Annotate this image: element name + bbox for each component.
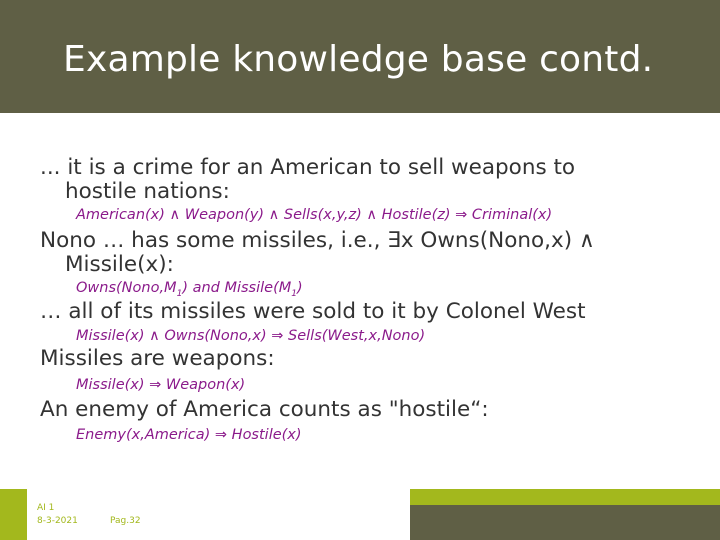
text-line-crime: ... it is a crime for an American to sell weapons to <box>40 155 576 180</box>
text-line-nono-missiles: Nono … has some missiles, i.e., ∃x Owns(Nono,x) ∧ <box>40 228 595 253</box>
formula-criminal: American(x) ∧ Weapon(y) ∧ Sells(x,y,z) ∧ Hostile(z) ⇒ Criminal(x) <box>76 207 553 223</box>
title-bar <box>0 0 720 113</box>
footer-accent-bar <box>410 489 720 505</box>
text-line-colonel-west: … all of its missiles were sold to it by Colonel West <box>40 299 586 324</box>
footer-accent-block <box>0 489 27 540</box>
footer-course: AI 1 <box>37 503 55 513</box>
formula-owns-missile: $Owns(Nono,M_1)$ and $Missile(M_1)$ <box>76 280 303 299</box>
text-line-missiles-weapons: Missiles are weapons: <box>40 346 275 371</box>
footer-dark-bar <box>410 505 720 540</box>
text-line-missile-x: Missile(x): <box>65 252 174 277</box>
text-line-enemy-hostile: An enemy of America counts as "hostile“: <box>40 397 489 422</box>
text-line-hostile-nations: hostile nations: <box>65 179 230 204</box>
formula-weapon: Missile(x) ⇒ Weapon(x) <box>76 377 246 393</box>
formula-hostile: Enemy(x,America) ⇒ Hostile(x) <box>76 427 302 443</box>
formula-sells: Missile(x) ∧ Owns(Nono,x) ⇒ Sells(West,x,Nono) <box>76 328 426 344</box>
footer-date: 8-3-2021 <box>37 516 78 526</box>
slide-title: Example knowledge base contd. <box>63 39 654 80</box>
footer-page-number: Pag.32 <box>110 516 141 526</box>
